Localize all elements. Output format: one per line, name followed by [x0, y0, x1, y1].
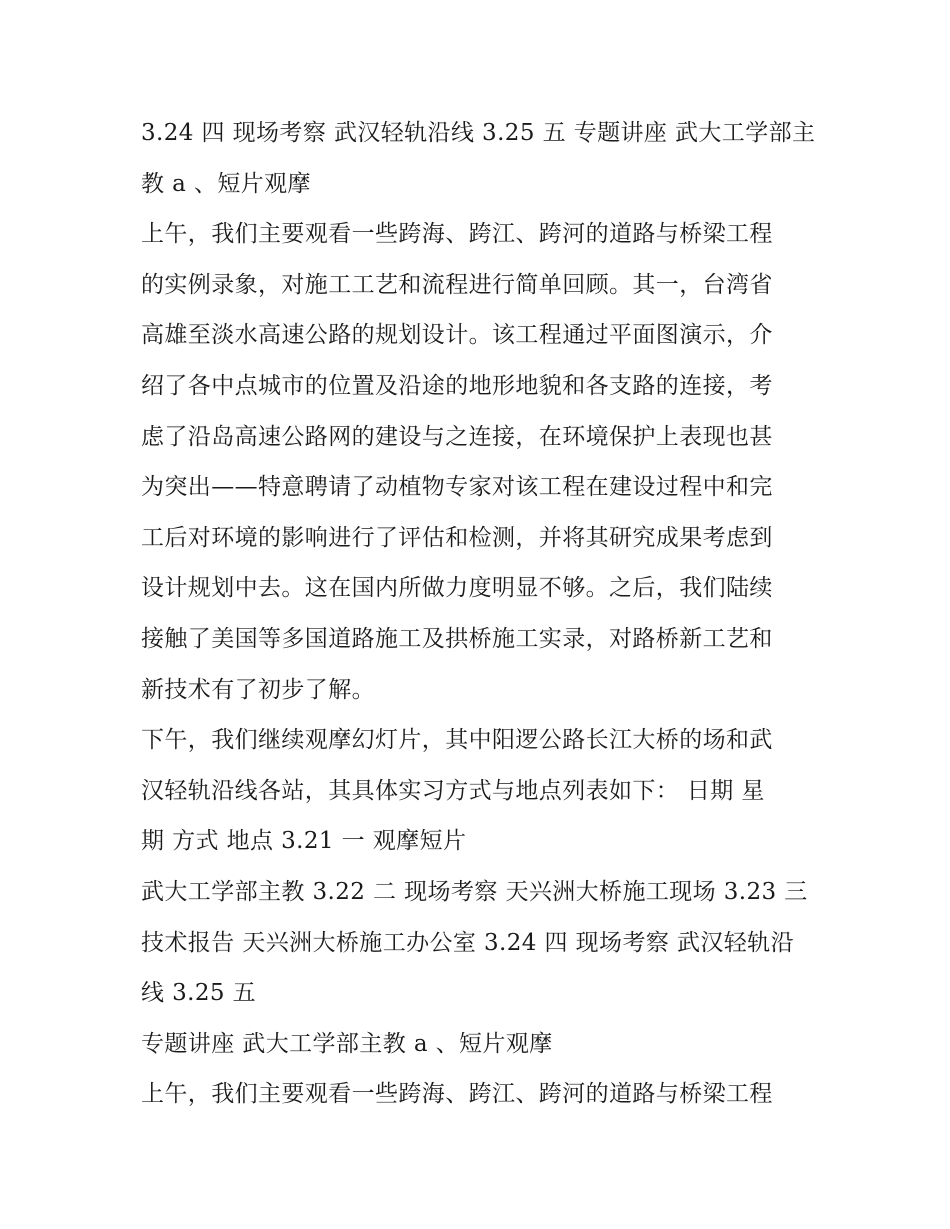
- text-line: 下午，我们继续观摩幻灯片，其中阳逻公路长江大桥的场和武: [141, 727, 773, 754]
- text-line: 设计规划中去。这在国内所做力度明显不够。之后，我们陆续: [141, 575, 773, 602]
- text-line: 工后对环境的影响进行了评估和检测，并将其研究成果考虑到: [141, 524, 773, 551]
- text-line: 新技术有了初步了解。: [141, 676, 375, 703]
- text-line: 的实例录象，对施工工艺和流程进行简单回顾。其一，台湾省: [141, 271, 773, 298]
- document-body: [141, 108, 821, 1120]
- text-line: 接触了美国等多国道路施工及拱桥施工实录，对路桥新工艺和: [141, 625, 773, 652]
- text-line: 教 a 、短片观摩: [141, 170, 311, 197]
- text-line: 武大工学部主教 3.22 二 现场考察 天兴洲大桥施工现场 3.23 三: [141, 878, 808, 905]
- text-line: 上午，我们主要观看一些跨海、跨江、跨河的道路与桥梁工程: [141, 1081, 773, 1108]
- text-line: 汉轻轨沿线各站，其具体实习方式与地点列表如下： 日期 星: [141, 777, 765, 804]
- text-line: 3.24 四 现场考察 武汉轻轨沿线 3.25 五 专题讲座 武大工学部主: [141, 120, 816, 146]
- text-line: 高雄至淡水高速公路的规划设计。该工程通过平面图演示，介: [141, 322, 773, 349]
- text-line: 技术报告 天兴洲大桥施工办公室 3.24 四 现场考察 武汉轻轨沿: [141, 929, 794, 956]
- text-line: 专题讲座 武大工学部主教 a 、短片观摩: [141, 1030, 553, 1057]
- text-line: 上午，我们主要观看一些跨海、跨江、跨河的道路与桥梁工程: [141, 221, 773, 248]
- text-line: 为突出——特意聘请了动植物专家对该工程在建设过程中和完: [141, 474, 773, 501]
- text-line: 线 3.25 五: [141, 980, 257, 1007]
- text-line: 绍了各中点城市的位置及沿途的地形地貌和各支路的连接，考: [141, 372, 773, 399]
- text-line: 期 方式 地点 3.21 一 观摩短片: [141, 828, 467, 855]
- text-line: 虑了沿岛高速公路网的建设与之连接，在环境保护上表现也甚: [141, 423, 773, 450]
